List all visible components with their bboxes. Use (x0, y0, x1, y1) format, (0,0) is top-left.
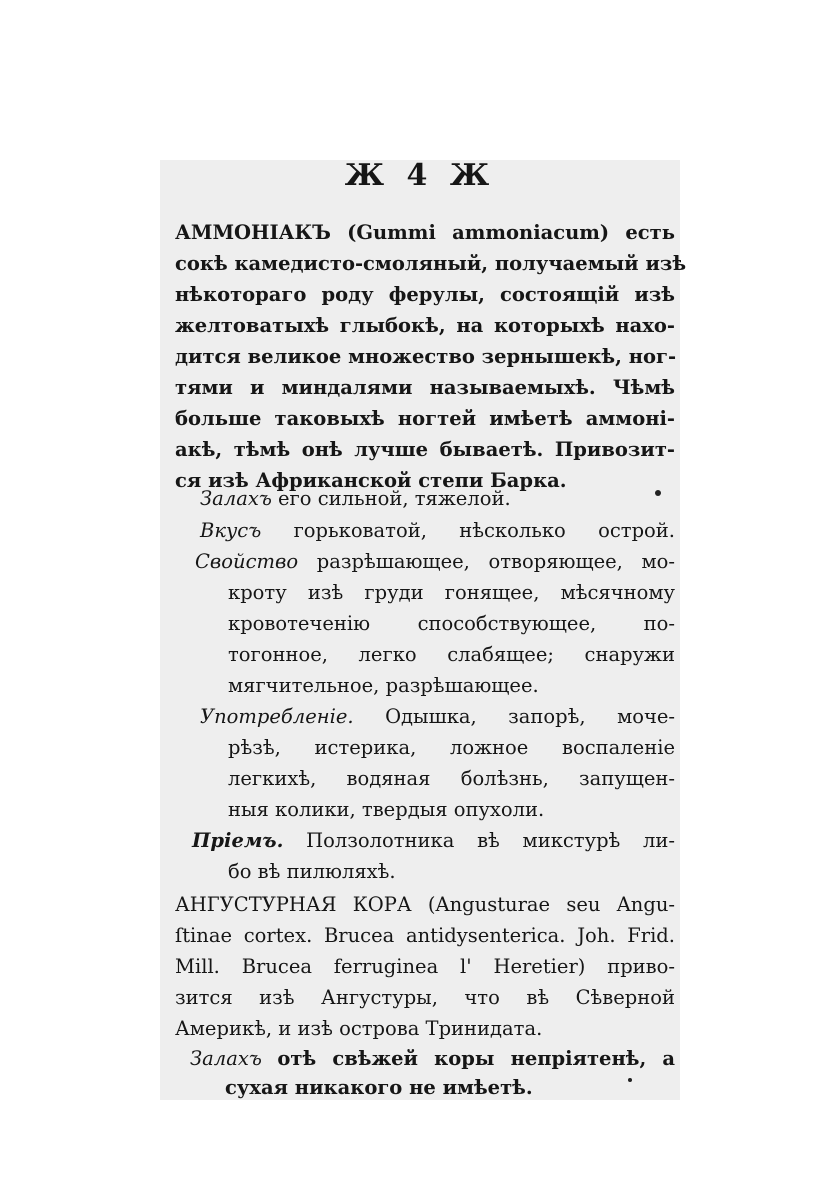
ammoniac-line-9: ся изѣ Африканской степи Барка. (175, 469, 567, 492)
angostura-line-4: зится изѣ Ангустуры, что вѣ Сѣверной (175, 986, 675, 1009)
angostura-smell-line-2: сухая никакого не имѣетѣ. (225, 1076, 533, 1099)
taste-label: Вкусъ (200, 519, 262, 542)
ammoniac-line-7: больше таковыхѣ ногтей имѣетѣ аммоні- (175, 407, 675, 430)
angostura-line-3: Mill. Brucea ferruginea l' Heretier) приво- (175, 955, 675, 978)
usage-line-4: ныя колики, твердыя опухоли. (228, 798, 545, 821)
ammoniac-smell-line (200, 486, 675, 512)
ink-speck (655, 490, 661, 496)
ammoniac-line-3: нѣкотораго роду ферулы, состоящій изѣ (175, 283, 675, 306)
dosage-first-text: Ползолотника вѣ микстурѣ ли- (306, 829, 676, 852)
ammoniac-usage-line (200, 704, 675, 730)
property-first-text: разрѣшающее, отворяющее, мо- (316, 550, 676, 573)
angostura-smell-first-text: отѣ свѣжей коры непріятенѣ, а (277, 1047, 676, 1070)
ammoniac-line-6: тями и миндалями называемыхѣ. Чѣмѣ (175, 376, 675, 399)
angostura-line-1: АНГУСТУРНАЯ КОРА (Angusturae seu Angu- (175, 893, 675, 916)
property-line-4: тогонное, легко слабящее; снаружи (228, 643, 675, 666)
angostura-line-5: Америкѣ, и изѣ острова Тринидата. (175, 1017, 543, 1040)
page-number-header: Ж 4 Ж (344, 158, 496, 193)
dosage-label: Пріемъ. (192, 829, 284, 852)
angostura-smell-label: Залахъ (190, 1047, 262, 1070)
ammoniac-line-4: желтоватыхѣ глыбокѣ, на которыхѣ нахо- (175, 314, 675, 337)
angostura-line-2: ſtinae cortex. Brucea antidysenterica. Joh. Frid. (175, 924, 675, 947)
usage-label: Употребленіе. (200, 705, 354, 728)
taste-text: горьковатой, нѣсколько острой. (293, 519, 675, 542)
ammoniac-taste-line (200, 518, 675, 544)
usage-first-text: Одышка, запорѣ, моче- (385, 705, 676, 728)
usage-line-3: легкихѣ, водяная болѣзнь, запущен- (228, 767, 675, 790)
property-line-2: кроту изѣ груди гонящее, мѣсячному (228, 581, 675, 604)
angostura-smell-line (190, 1046, 675, 1072)
ammoniac-line-2: сокѣ камедисто-смоляный, получаемый изѣ (175, 252, 687, 275)
ammoniac-dosage-line (192, 828, 675, 854)
ammoniac-property-line (195, 549, 675, 575)
ammoniac-line-5: дится великое множество зернышекѣ, ног- (175, 345, 677, 368)
ink-speck (628, 1078, 632, 1082)
smell-text: его сильной, тяжелой. (278, 487, 511, 510)
property-label: Свойство (195, 550, 299, 573)
property-line-3: кровотеченію способствующее, по- (228, 612, 675, 635)
ammoniac-line-8: акѣ, тѣмѣ онѣ лучше бываетѣ. Привозит- (175, 438, 675, 461)
smell-label: Залахъ (200, 487, 272, 510)
dosage-line-2: бо вѣ пилюляхѣ. (228, 860, 396, 883)
ammoniac-line-1: АММОНІАКЪ (Gummi ammoniacum) есть (175, 221, 675, 244)
usage-line-2: рѣзѣ, истерика, ложное воспаленіе (228, 736, 675, 759)
property-line-5: мягчительное, разрѣшающее. (228, 674, 539, 697)
